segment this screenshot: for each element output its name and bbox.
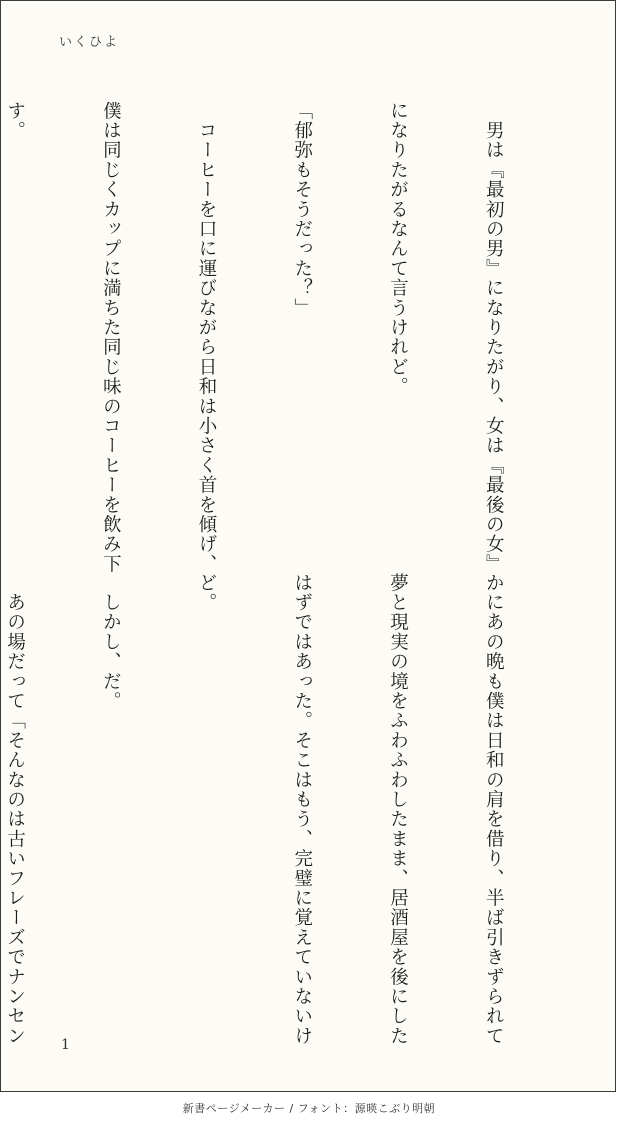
text-line: あの場だって「そんなのは古いフレーズでナンセン [4, 573, 26, 1046]
credit-line: 新書ページメーカー / フォント：源暎こぶり明朝 [182, 1102, 436, 1115]
text-line: しかし、だ。 [100, 573, 122, 711]
text-block-upper [4, 101, 573, 574]
text-line: 僕は同じくカップに満ちた同じ味のコーヒーを飲み下 [100, 101, 122, 574]
text-line: はずではあった。そこはもう、完璧に覚えていないけ [291, 573, 313, 1046]
text-line: 夢と現実の境をふわふわしたまま、居酒屋を後にした [387, 573, 409, 1046]
text-block-lower [4, 573, 573, 1046]
text-line: になりたがるなんて言うけれど。 [387, 101, 409, 397]
page-number: 1 [61, 1037, 70, 1053]
text-line: 男は『最初の男』になりたがり、女は『最後の女』 [483, 101, 505, 574]
running-title: いくひよ [59, 35, 120, 50]
text-line: す。 [4, 101, 26, 141]
text-line: コーヒーを口に運びながら日和は小さく首を傾げ、 [196, 101, 218, 574]
text-line: 「郁弥もそうだった？」 [291, 101, 313, 318]
text-line: かにあの晩も僕は日和の肩を借り、半ば引きずられて [483, 573, 505, 1046]
text-line: ど。 [196, 573, 218, 613]
